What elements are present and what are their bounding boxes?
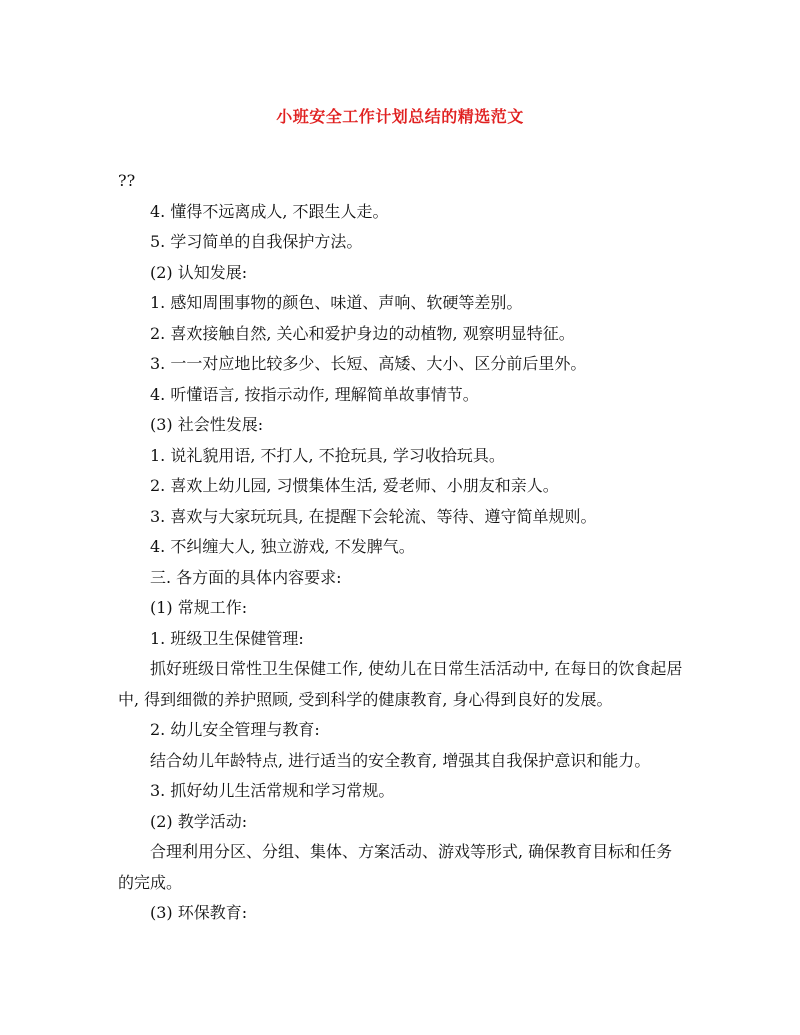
- paragraph-22: 合理利用分区、分组、集体、方案活动、游戏等形式, 确保教育目标和任务的完成。: [118, 842, 673, 892]
- paragraph-14: 三. 各方面的具体内容要求:: [150, 567, 342, 587]
- paragraph-4: (2) 认知发展:: [150, 262, 248, 282]
- paragraph-19: 结合幼儿年龄特点, 进行适当的安全教育, 增强其自我保护意识和能力。: [150, 750, 651, 770]
- paragraph-6: 2. 喜欢接触自然, 关心和爱护身边的动植物, 观察明显特征。: [150, 323, 575, 343]
- paragraph-15: (1) 常规工作:: [150, 598, 248, 617]
- paragraph-20: 3. 抓好幼儿生活常规和学习常规。: [150, 781, 395, 800]
- paragraph-13: 4. 不纠缠大人, 独立游戏, 不发脾气。: [150, 537, 415, 556]
- paragraph-5: 1. 感知周围事物的颜色、味道、声响、软硬等差别。: [150, 293, 523, 312]
- paragraph-21: (2) 教学活动:: [150, 811, 248, 831]
- paragraph-11: 2. 喜欢上幼儿园, 习惯集体生活, 爱老师、小朋友和亲人。: [150, 476, 559, 495]
- paragraph-7: 3. 一一对应地比较多少、长短、高矮、大小、区分前后里外。: [150, 354, 587, 373]
- paragraph-9: (3) 社会性发展:: [150, 415, 264, 434]
- paragraph-23: (3) 环保教育:: [150, 903, 248, 922]
- paragraph-8: 4. 听懂语言, 按指示动作, 理解简单故事情节。: [150, 384, 479, 404]
- paragraph-2: 4. 懂得不远离成人, 不跟生人走。: [150, 201, 389, 221]
- paragraph-18: 2. 幼儿安全管理与教育:: [150, 720, 320, 739]
- paragraph-17: 抓好班级日常性卫生保健工作, 使幼儿在日常生活活动中, 在每日的饮食起居中, 得到细微的养护照顾, 受到科学的健康教育, 身心得到良好的发展。: [118, 659, 683, 709]
- paragraph-10: 1. 说礼貌用语, 不打人, 不抢玩具, 学习收拾玩具。: [150, 445, 505, 465]
- paragraph-16: 1. 班级卫生保健管理:: [150, 628, 304, 648]
- paragraph-3: 5. 学习简单的自我保护方法。: [150, 232, 363, 251]
- document-title: 小班安全工作计划总结的精选范文: [276, 107, 524, 126]
- paragraph-1: ??: [118, 171, 136, 190]
- document-body: [118, 166, 684, 929]
- paragraph-12: 3. 喜欢与大家玩玩具, 在提醒下会轮流、等待、遵守简单规则。: [150, 506, 597, 526]
